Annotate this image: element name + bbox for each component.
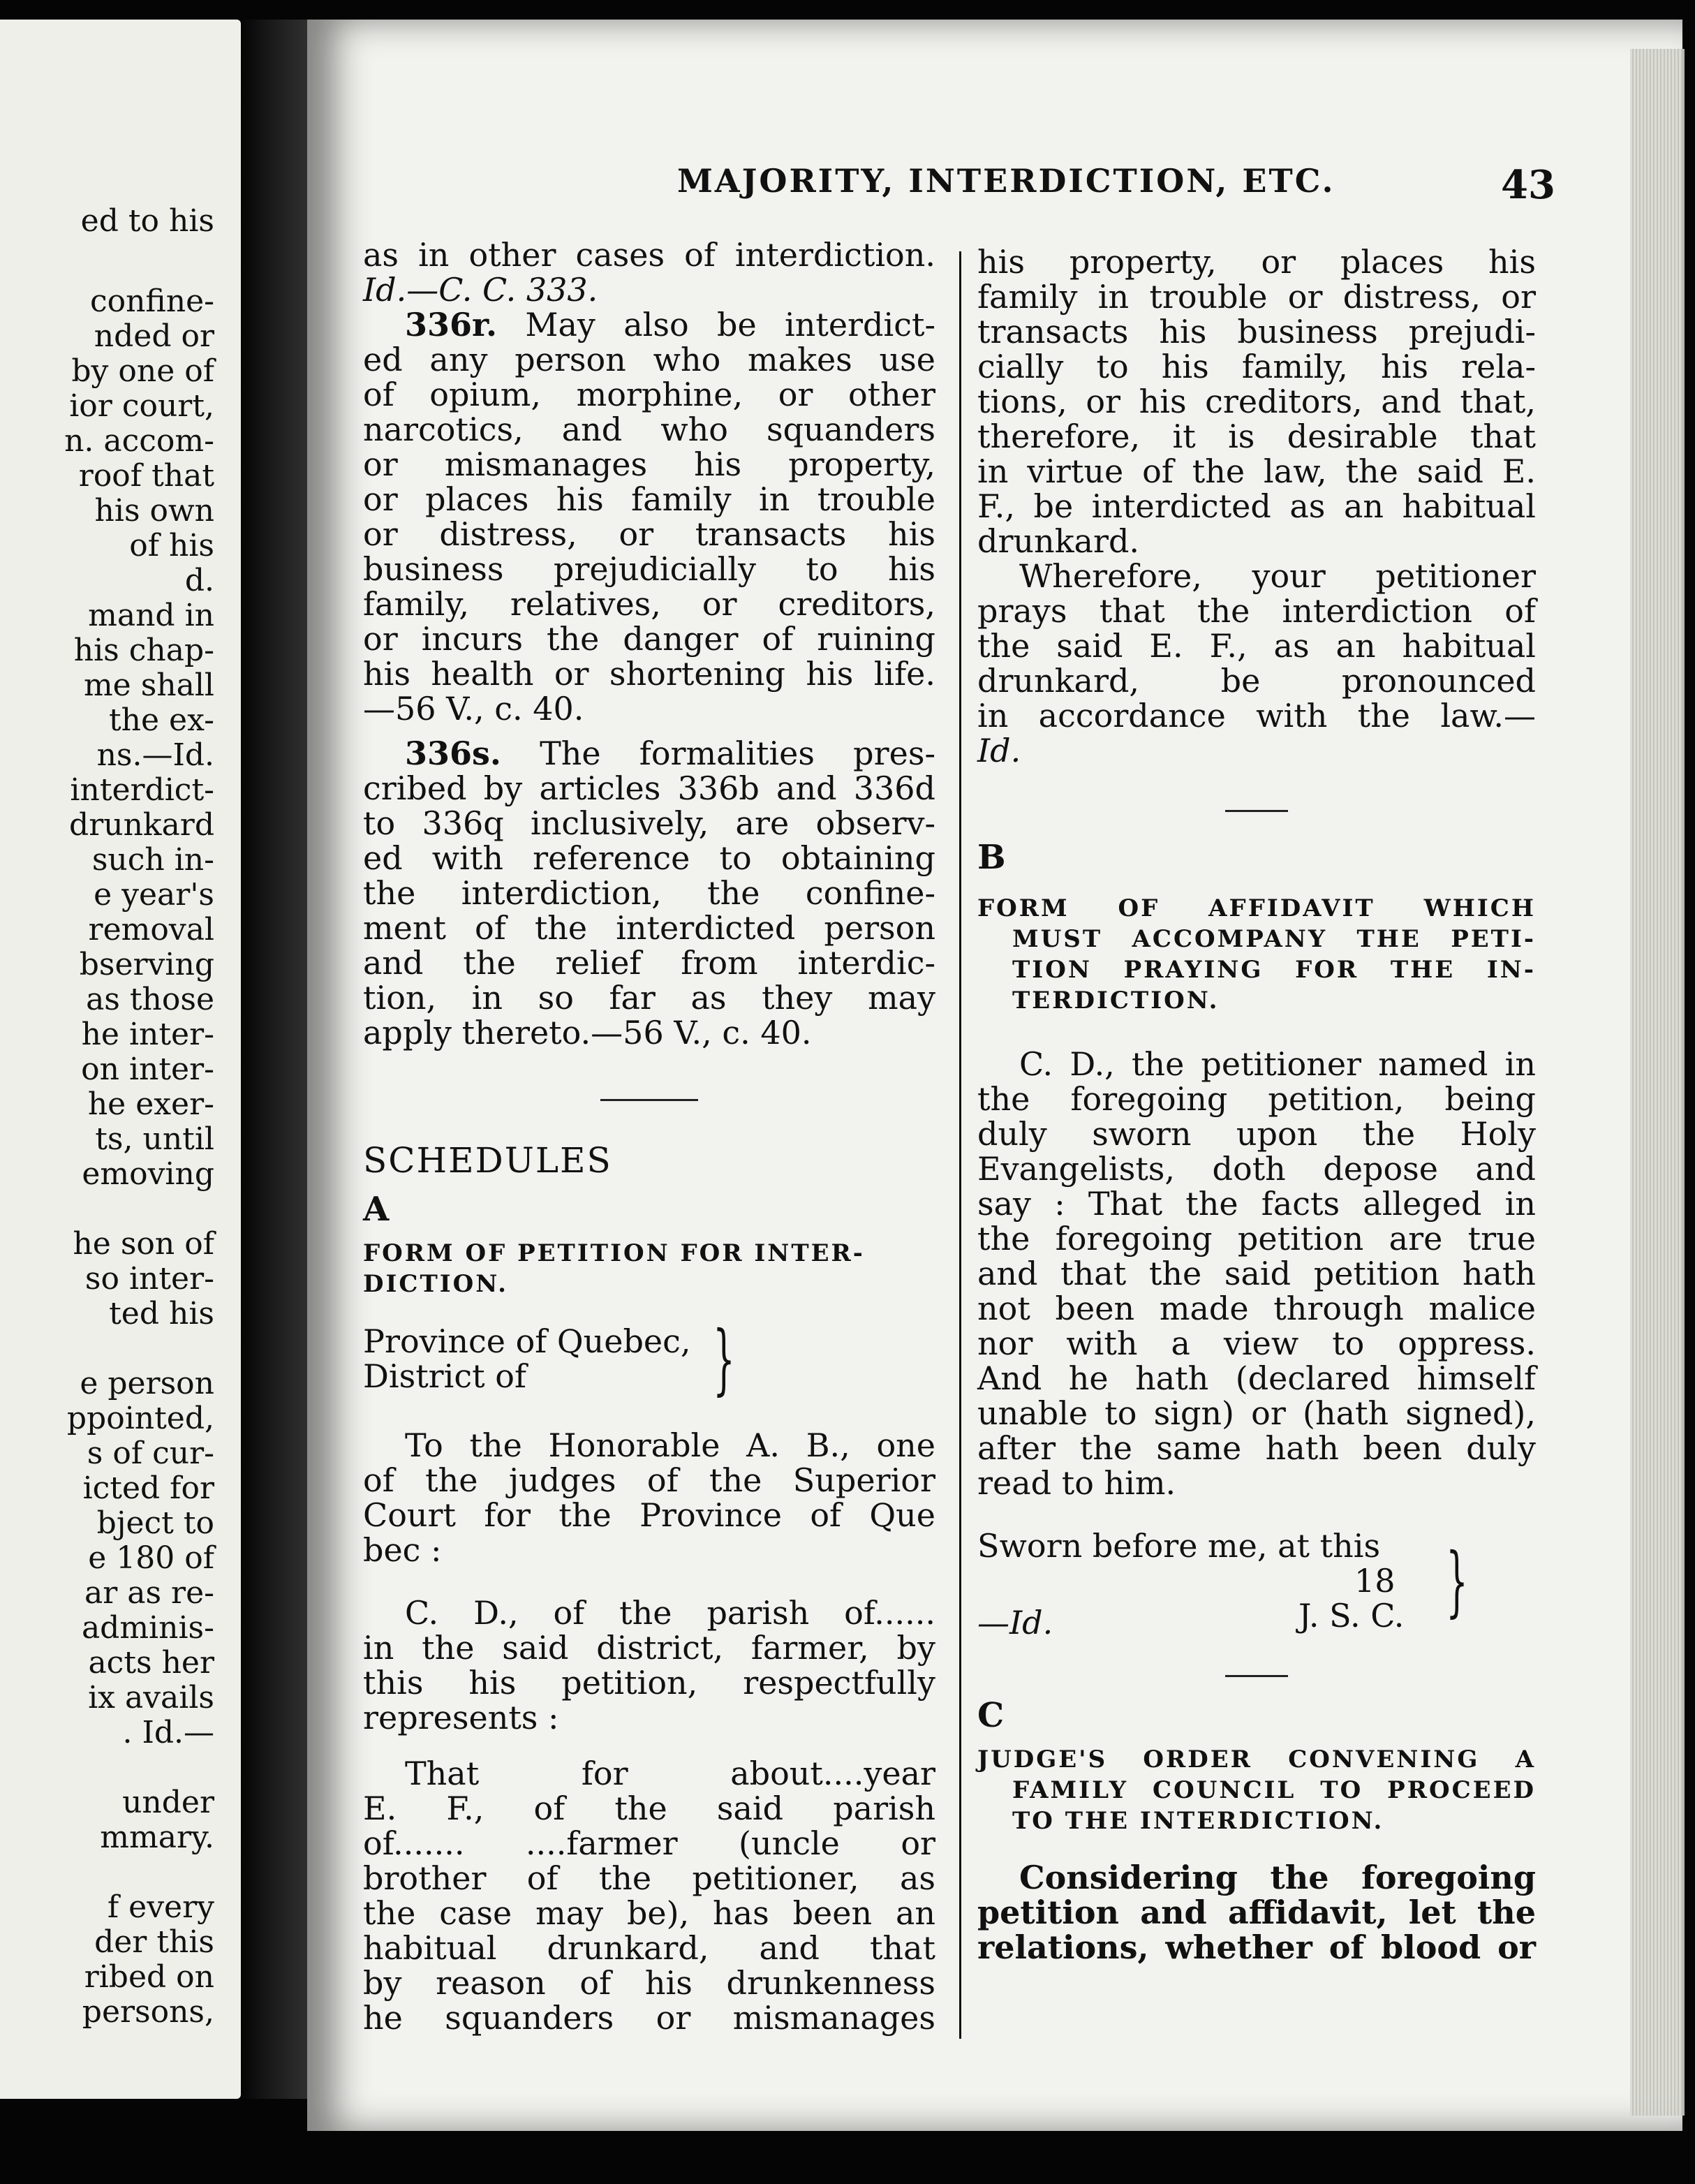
facing-page <box>0 20 241 2099</box>
facing-page-fragment: e 180 of <box>88 1540 214 1576</box>
text-line: narcotics, and who squanders <box>363 411 935 448</box>
citation: —Id. <box>977 1604 1053 1641</box>
text-line: That for about....year <box>405 1755 935 1792</box>
sworn-line: Sworn before me, at this <box>977 1527 1381 1565</box>
facing-page-fragment: der this <box>94 1924 214 1960</box>
text-line: the case may be), has been an <box>363 1894 935 1932</box>
text-line: Court for the Province of Que <box>363 1496 935 1534</box>
right-column <box>921 244 1536 1965</box>
text-line: To the Honorable A. B., one <box>405 1426 935 1464</box>
facing-page-fragment: by one of <box>71 353 214 389</box>
facing-page-fragment: ribed on <box>84 1959 214 1995</box>
text-line: the foregoing petition are true <box>977 1220 1536 1257</box>
text-line: by reason of his drunkenness <box>363 1964 935 2002</box>
schedule-b-title: TERDICTION. <box>1012 987 1220 1014</box>
facing-page-fragment: ix avails <box>88 1680 214 1716</box>
schedule-c-title: FAMILY COUNCIL TO PROCEED <box>1012 1776 1536 1804</box>
text-line: he squanders or mismanages <box>363 1999 935 2037</box>
text-line: ed any person who makes use <box>363 341 935 378</box>
schedule-b-title: TION PRAYING FOR THE IN- <box>1012 956 1536 984</box>
left-column <box>363 237 935 2035</box>
text-line: cially to his family, his rela- <box>977 348 1536 385</box>
brace-glyph: } <box>712 1314 735 1403</box>
facing-page-fragment: . Id.— <box>122 1715 214 1750</box>
facing-page-fragment: the ex- <box>109 702 214 738</box>
facing-page-fragment: as those <box>86 982 214 1017</box>
text-line: tion, in so far as they may <box>363 979 935 1017</box>
text-line: Evangelists, doth depose and <box>977 1150 1536 1188</box>
text-line: or distress, or transacts his <box>363 515 935 553</box>
facing-page-fragment: of his <box>129 528 214 563</box>
facing-page-fragment: ed to his <box>80 203 214 239</box>
text-line: the said E. F., as an habitual <box>977 627 1536 665</box>
text-line: as in other cases of interdiction. <box>363 236 935 274</box>
facing-page-fragment: confine- <box>89 283 214 319</box>
text-line: drunkard, be pronounced <box>977 662 1536 700</box>
text-line: E. F., of the said parish <box>363 1790 935 1827</box>
facing-page-fragment: he son of <box>73 1226 214 1262</box>
facing-page-fragment: e year's <box>94 877 214 913</box>
schedule-c-title: TO THE INTERDICTION. <box>1012 1807 1384 1835</box>
text-line: the foregoing petition, being <box>977 1080 1536 1118</box>
facing-page-fragment: nded or <box>94 318 214 354</box>
facing-page-fragment: so inter- <box>84 1261 214 1297</box>
text-line: cribed by articles 336b and 336d <box>363 769 935 807</box>
text-line: or places his family in trouble <box>363 480 935 518</box>
facing-page-fragment: ted his <box>109 1296 214 1331</box>
text-line: apply thereto.—56 V., c. 40. <box>363 1014 812 1052</box>
text-line: And he hath (declared himself <box>977 1359 1536 1397</box>
facing-page-fragment: ns.—Id. <box>96 737 214 773</box>
text-line: of....... ....farmer (uncle or <box>363 1824 935 1862</box>
article-number: 336r. <box>405 306 498 344</box>
text-line: his health or shortening his life. <box>363 655 935 693</box>
text-line: tions, or his creditors, and that, <box>977 383 1536 420</box>
text-line: nor with a view to oppress. <box>977 1325 1536 1362</box>
text-line: family, relatives, or creditors, <box>363 585 935 623</box>
schedule-b-letter: B <box>977 838 1006 877</box>
text-line: in virtue of the law, the said E. <box>977 452 1536 490</box>
text-line: not been made through malice <box>977 1290 1536 1327</box>
text-line: habitual drunkard, and that <box>363 1929 935 1967</box>
facing-page-fragment: me shall <box>83 667 214 703</box>
facing-page-fragment: under <box>122 1785 214 1820</box>
text-line: ed with reference to obtaining <box>363 839 935 877</box>
sworn-jsc: J. S. C. <box>1298 1597 1405 1635</box>
text-line: F., be interdicted as an habitual <box>977 487 1536 525</box>
venue-block <box>363 1314 935 1403</box>
text-line: of the judges of the Superior <box>363 1461 935 1499</box>
facing-page-fragment: his own <box>94 493 214 529</box>
citation: Id.—C. C. 333. <box>363 271 598 309</box>
facing-page-fragment: drunkard <box>69 807 214 843</box>
text-line: unable to sign) or (hath signed), <box>977 1394 1536 1432</box>
facing-page-fragment: such in- <box>91 842 214 878</box>
facing-page-fragment: interdict- <box>70 772 214 808</box>
facing-page-fragment: mmary. <box>100 1820 214 1855</box>
schedule-a-letter: A <box>363 1190 390 1229</box>
jurat-block <box>977 1528 1536 1633</box>
facing-page-fragment: icted for <box>82 1470 214 1506</box>
text-line: his property, or places his <box>977 243 1536 281</box>
text-line: family in trouble or distress, or <box>977 278 1536 316</box>
article-number: 336s. <box>405 735 501 772</box>
facing-page-fragment: he exer- <box>87 1086 214 1122</box>
text-line: bec : <box>363 1531 442 1569</box>
schedule-b-title: FORM OF AFFIDAVIT WHICH <box>977 894 1536 922</box>
schedule-a-title: FORM OF PETITION FOR INTER- <box>363 1239 865 1267</box>
sworn-year: 18 <box>1354 1562 1396 1600</box>
facing-page-fragment: n. accom- <box>64 423 214 459</box>
schedule-c-letter: C <box>977 1696 1005 1735</box>
province-line: Province of Quebec, <box>363 1322 691 1360</box>
text-line: transacts his business prejudi- <box>977 313 1536 351</box>
text-line: and that the said petition hath <box>977 1255 1536 1292</box>
text-line: business prejudicially to his <box>363 550 935 588</box>
text-line: in accordance with the law.— <box>977 697 1536 735</box>
facing-page-fragment: acts her <box>88 1645 214 1681</box>
facing-page-fragment: ior court, <box>69 388 214 424</box>
text-line: therefore, it is desirable that <box>977 418 1536 455</box>
text-line: prays that the interdiction of <box>977 592 1536 630</box>
facing-page-fragment: roof that <box>78 458 214 494</box>
facing-page-fragment: ppointed, <box>66 1401 214 1436</box>
citation: —56 V., c. 40. <box>363 690 584 728</box>
running-title: MAJORITY, INTERDICTION, ETC. <box>677 162 1335 200</box>
brace-glyph: } <box>1446 1536 1468 1625</box>
facing-page-fragment: bject to <box>96 1505 214 1541</box>
text-line: relations, whether of blood or <box>977 1928 1536 1966</box>
text-line: May also be interdict- <box>497 306 935 344</box>
text-line: read to him. <box>977 1464 1176 1502</box>
facing-page-fragment: ts, until <box>95 1121 214 1157</box>
facing-page-fragment: mand in <box>88 598 214 633</box>
text-line: C. D., the petitioner named in <box>1019 1045 1536 1083</box>
article-336s <box>363 736 935 771</box>
facing-page-fragment: d. <box>184 563 214 598</box>
text-line: this his petition, respectfully <box>363 1664 935 1702</box>
text-line: after the same hath been duly <box>977 1429 1536 1467</box>
facing-page-fragment: he inter- <box>81 1017 214 1052</box>
facing-page-fragment: f every <box>107 1889 214 1925</box>
text-line: or incurs the danger of ruining <box>363 620 935 658</box>
text-line: petition and affidavit, let the <box>977 1894 1536 1931</box>
schedules-heading: SCHEDULES <box>363 1140 612 1181</box>
text-line: in the said district, farmer, by <box>363 1629 935 1667</box>
text-line: brother of the petitioner, as <box>363 1859 935 1897</box>
text-line: say : That the facts alleged in <box>977 1185 1536 1223</box>
text-line: of opium, morphine, or other <box>363 376 935 413</box>
text-line: represents : <box>363 1699 559 1736</box>
facing-page-fragment: persons, <box>82 1994 214 2030</box>
schedule-a-title: DICTION. <box>363 1270 509 1298</box>
text-line: to 336q inclusively, are observ- <box>363 804 935 842</box>
facing-page-fragment: adminis- <box>81 1610 214 1646</box>
citation: Id. <box>977 732 1021 769</box>
district-line: District of <box>363 1357 526 1395</box>
text-line: drunkard. <box>977 522 1140 560</box>
text-line: C. D., of the parish of...... <box>405 1594 935 1632</box>
facing-page-fragment: removal <box>88 912 214 947</box>
facing-page-fragment: e person <box>80 1366 214 1401</box>
facing-page-fragment: on inter- <box>81 1052 214 1087</box>
article-336r <box>363 307 935 342</box>
text-line: or mismanages his property, <box>363 445 935 483</box>
facing-page-fragment: his chap- <box>73 633 214 668</box>
text-line: The formalities pres- <box>501 735 935 772</box>
text-line: duly sworn upon the Holy <box>977 1115 1536 1153</box>
facing-page-fragment: emoving <box>82 1156 214 1192</box>
text-line: Considering the foregoing <box>1019 1859 1536 1896</box>
text-line: ment of the interdicted person <box>363 909 935 947</box>
page-edge <box>1630 49 1685 2116</box>
page-number: 43 <box>1501 162 1555 208</box>
facing-page-fragment: ar as re- <box>84 1575 214 1611</box>
schedule-b-title: MUST ACCOMPANY THE PETI- <box>1012 925 1536 953</box>
text-line: and the relief from interdic- <box>363 944 935 982</box>
text-line: Wherefore, your petitioner <box>1019 557 1536 595</box>
facing-page-fragment: s of cur- <box>87 1436 214 1471</box>
text-line: the interdiction, the confine- <box>363 874 935 912</box>
facing-page-fragment: bserving <box>79 947 214 982</box>
schedule-c-title: JUDGE'S ORDER CONVENING A <box>977 1746 1536 1773</box>
